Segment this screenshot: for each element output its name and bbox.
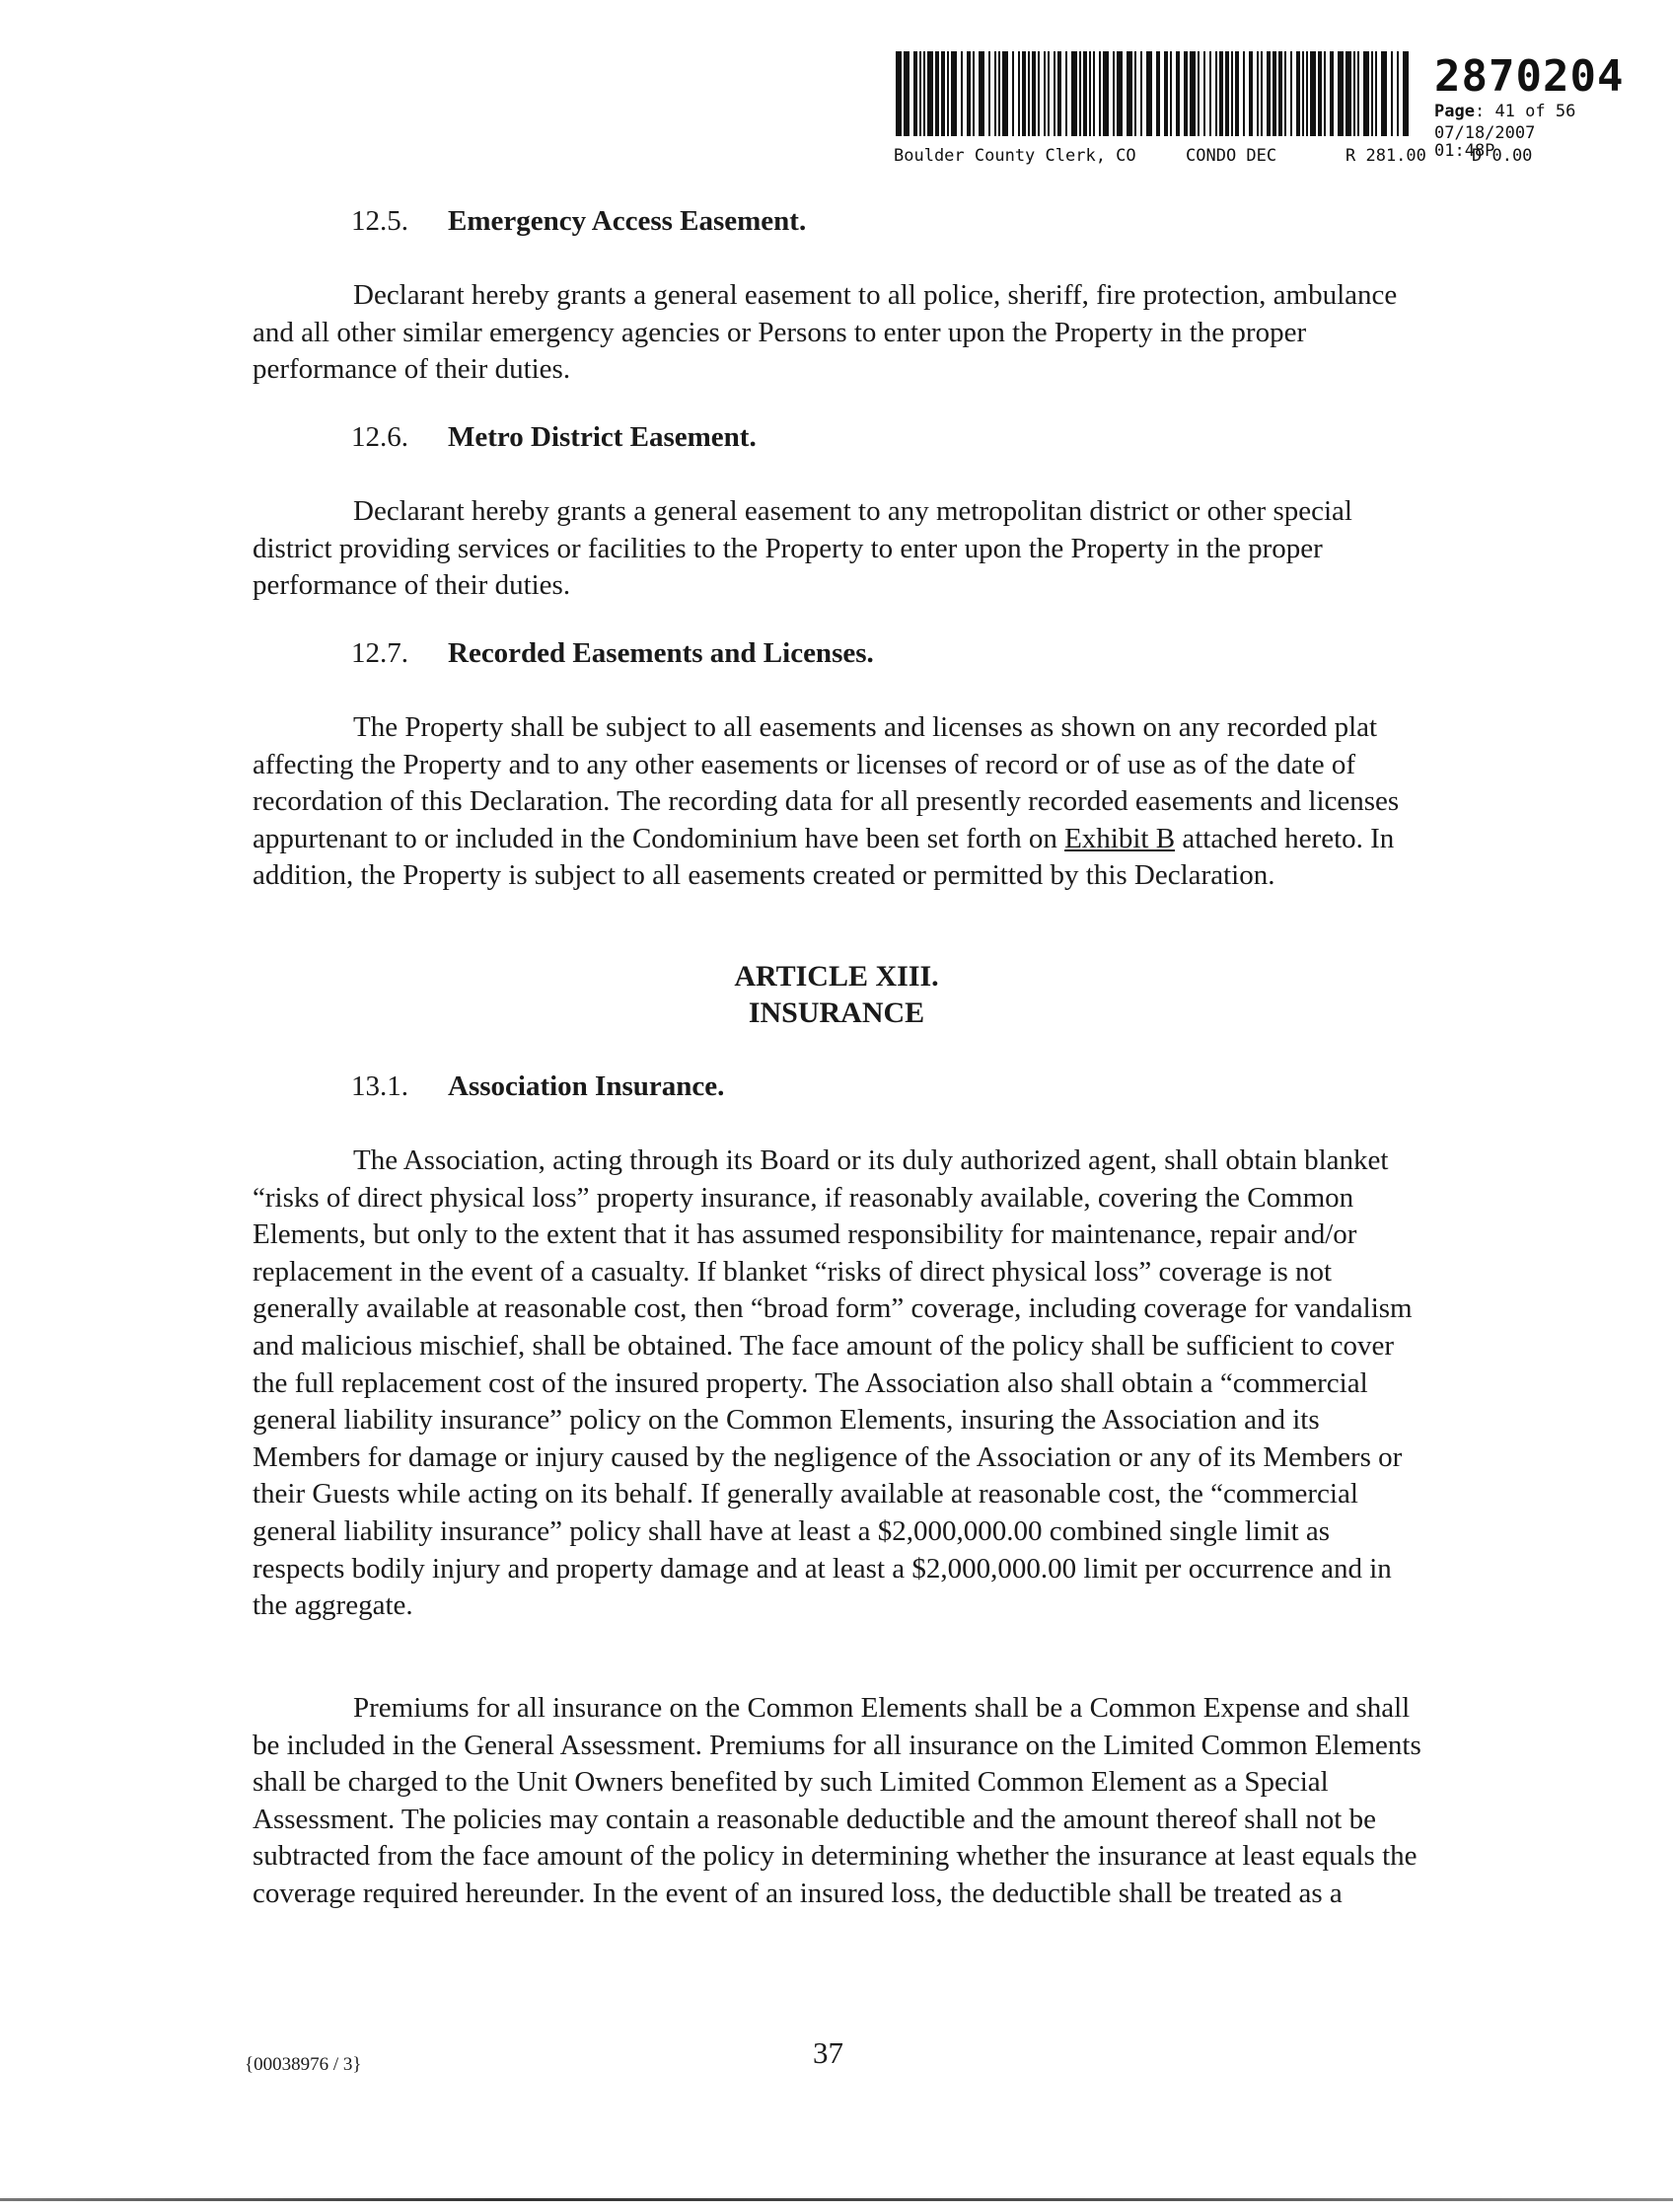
barcode-bar (1357, 51, 1359, 136)
section-title: Recorded Easements and Licenses. (448, 637, 874, 669)
page-of: 41 of 56 (1494, 102, 1576, 121)
recording-fee: R 281.00 (1346, 146, 1426, 166)
barcode-bar (1127, 51, 1132, 136)
barcode-bar (904, 51, 909, 136)
doc-fee: D 0.00 (1472, 146, 1533, 166)
barcode-bar (1290, 51, 1292, 136)
section-number: 12.7. (351, 637, 408, 669)
barcode-bar (1278, 51, 1282, 136)
barcode-bar (1117, 51, 1123, 136)
barcode-bar (1018, 51, 1020, 136)
paragraph: Premiums for all insurance on the Common Elements shall be a Common Expense and shall be included in the General Assessment. Premiums for all insurance on the Limited Common Elements shall be charged to the Unit Owners benefited by such Limited Common Element as a Special Assessment. The policies may contain a reasonable deductible and the amount thereof shall not be subtracted from the face amount of the policy in determining whether the insurance at least equals the coverage required hereunder. In the event of an insured loss, the deductible shall be treated as a (253, 1692, 1421, 1909)
barcode-bar (919, 51, 921, 136)
barcode-bar (1324, 51, 1326, 136)
barcode-bar (961, 51, 963, 136)
barcode-bar (896, 51, 902, 136)
page-count: Page: 41 of 56 (1434, 102, 1576, 121)
barcode-bar (1156, 51, 1160, 136)
barcode-bar (1071, 51, 1077, 136)
paragraph: The Association, acting through its Board or its duly authorized agent, shall obtain blanket “risks of direct physical loss” property insurance, if reasonably available, covering the Common Elements, but only to the extent that it has assumed responsibility for maintenance, repair and/or replacement in the event of a casualty. If blanket “risks of direct physical loss” coverage is not generally available at reasonable cost, then “broad form” coverage, including coverage for vandalism and malicious mischief, shall be obtained. The face amount of the policy shall be sufficient to cover the full replacement cost of the insured property. The Association also shall obtain a “commercial general liability insurance” policy on the Common Elements, insuring the Association and its Members for damage or injury caused by the negligence of the Association or any of its Members or their Guests while acting on its behalf. If generally available at reasonable cost, the “commercial general liability insurance” policy shall have at least a $2,000,000.00 combined single limit as respects bodily injury and property damage and at least a $2,000,000.00 limit per occurrence and in the aggregate. (253, 1144, 1413, 1622)
section-body-12-6 (152, 493, 1424, 605)
barcode-bar (1093, 51, 1095, 136)
document-type: CONDO DEC (1186, 146, 1277, 166)
barcode-bar (1310, 51, 1316, 136)
barcode-bar (1273, 51, 1276, 136)
exhibit-b-reference: Exhibit B (1064, 822, 1176, 854)
barcode-bar (1381, 51, 1387, 136)
barcode-bar (1012, 51, 1014, 136)
section-number: 12.5. (351, 205, 408, 237)
scan-edge-line (0, 2198, 1673, 2201)
barcode-bar (1397, 51, 1399, 136)
barcode-bar (1198, 51, 1200, 136)
barcode-bar (1261, 51, 1263, 136)
barcode-bar (1257, 51, 1259, 136)
barcode-bar (1146, 51, 1152, 136)
barcode-bar (1134, 51, 1136, 136)
clerk-name: Boulder County Clerk, CO (894, 146, 1136, 166)
article-number: ARTICLE XIII. (734, 960, 939, 993)
barcode-bar (1113, 51, 1115, 136)
recorded-datetime: 07/18/2007 01:48P (1434, 123, 1536, 161)
barcode-bar (1203, 51, 1205, 136)
barcode-bar (951, 51, 957, 136)
footer-document-id: {00038976 / 3} (245, 2054, 362, 2075)
paragraph: Declarant hereby grants a general easement to any metropolitan district or other special district providing services or facilities to the Property to enter upon the Property in the proper performance of their duties. (253, 495, 1352, 602)
section-heading-13-1 (351, 1069, 724, 1103)
section-body-13-1 (152, 1143, 1424, 1625)
section-heading-12-5 (351, 204, 806, 238)
section-title: Emergency Access Easement. (448, 205, 807, 237)
barcode-bar (1391, 51, 1393, 136)
barcode-bar (988, 51, 990, 136)
barcode-bar (1302, 51, 1304, 136)
paragraph: Declarant hereby grants a general easement to all police, sheriff, fire protection, ambulance and all other similar emergency agencies or Persons to enter upon the Property in the proper performance of their duties. (253, 279, 1398, 386)
barcode-bar (947, 51, 949, 136)
paragraph (253, 709, 1424, 895)
barcode-bar (1048, 51, 1050, 136)
section-number: 12.6. (351, 421, 408, 453)
article-title: INSURANCE (748, 996, 925, 1029)
barcode-bar (1002, 51, 1008, 136)
barcode-bar (1028, 51, 1030, 136)
section-heading-12-6 (351, 420, 757, 454)
barcode-bar (935, 51, 939, 136)
barcode-bar (1089, 51, 1091, 136)
barcode-image (894, 51, 1412, 136)
barcode-bar (1235, 51, 1239, 136)
barcode-bar (979, 51, 984, 136)
barcode-bar (1170, 51, 1172, 136)
barcode-bar (967, 51, 971, 136)
barcode-bar (1103, 51, 1109, 136)
section-number: 13.1. (351, 1070, 408, 1102)
barcode-bar (1057, 51, 1061, 136)
barcode-bar (1346, 51, 1351, 136)
barcode-bar (1375, 51, 1377, 136)
barcode-bar (1099, 51, 1101, 136)
article-heading (0, 958, 1673, 1031)
barcode-bar (1296, 51, 1300, 136)
text-before-link: The Property shall be subject to all easements and licenses as shown on any recorded plat affecting the Property and to any other easements or licenses of record or of use as of the date of recordation of this Declaration. The recording data for all presently recorded easements and licenses appurtenant to or included in the Condominium have been set forth on (253, 711, 1400, 854)
barcode-bar (1079, 51, 1081, 136)
barcode-bar (1164, 51, 1168, 136)
barcode-bar (994, 51, 996, 136)
barcode-bar (1330, 51, 1334, 136)
barcode-bar (1215, 51, 1217, 136)
barcode-bar (913, 51, 917, 136)
section-body-12-5 (152, 277, 1424, 389)
barcode-bar (1353, 51, 1355, 136)
barcode-bar (1371, 51, 1373, 136)
barcode-bar (1338, 51, 1344, 136)
barcode-bar (1243, 51, 1245, 136)
section-body-13-1-premiums (152, 1690, 1424, 1913)
barcode-bar (1184, 51, 1188, 136)
barcode-bar (998, 51, 1000, 136)
barcode-bar (1284, 51, 1286, 136)
barcode-bar (1249, 51, 1253, 136)
footer-page-number: 37 (813, 2035, 843, 2070)
document-number: 2870204 (1434, 51, 1625, 102)
section-title: Association Insurance. (448, 1070, 725, 1102)
barcode-bar (1209, 51, 1211, 136)
barcode-bar (1231, 51, 1233, 136)
barcode-bar (1083, 51, 1087, 136)
section-body-12-7 (152, 709, 1424, 895)
barcode-bar (923, 51, 925, 136)
barcode-bar (1140, 51, 1142, 136)
barcode-bar (1065, 51, 1067, 136)
barcode-bar (1225, 51, 1229, 136)
barcode-bar (1054, 51, 1055, 136)
barcode-bar (973, 51, 975, 136)
recording-stamp (894, 51, 1625, 180)
barcode-bar (1267, 51, 1271, 136)
barcode-bar (1403, 51, 1409, 136)
barcode-bar (1190, 51, 1196, 136)
section-heading-12-7 (351, 636, 874, 670)
barcode-bar (1032, 51, 1036, 136)
section-title: Metro District Easement. (448, 421, 757, 453)
text-after-link: attached hereto. In addition, the Property is subject to all easements created or permitted by this Declaration. (253, 822, 1395, 892)
page-label: Page (1434, 102, 1475, 121)
barcode-bar (1044, 51, 1046, 136)
barcode-bar (1022, 51, 1026, 136)
barcode-bar (1318, 51, 1322, 136)
barcode-bar (941, 51, 945, 136)
clerk-line (894, 146, 1584, 264)
barcode-bar (1219, 51, 1223, 136)
barcode-bar (1038, 51, 1040, 136)
barcode-bar (927, 51, 933, 136)
barcode-bar (1176, 51, 1180, 136)
barcode-bar (1363, 51, 1369, 136)
barcode-bar (1306, 51, 1308, 136)
